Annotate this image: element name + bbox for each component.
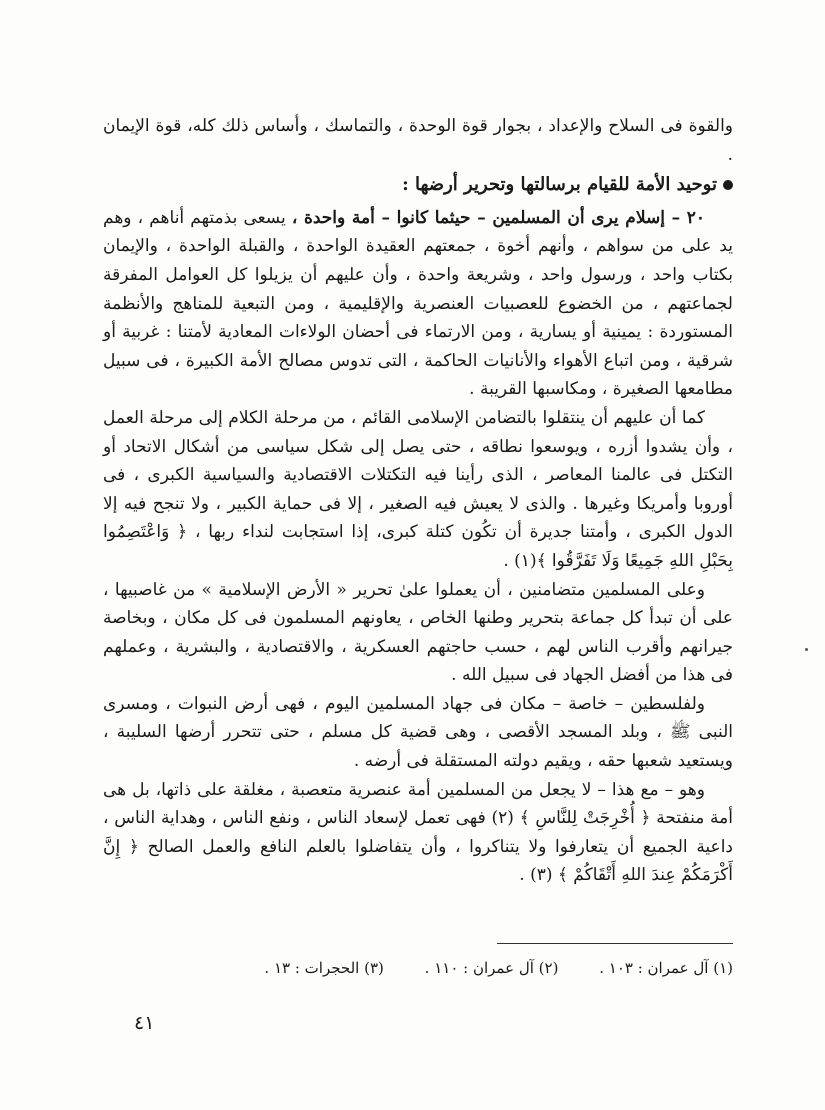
body-text (103, 112, 733, 890)
section-heading (103, 171, 733, 200)
paragraph-point-20 (103, 204, 733, 404)
footnote-1: (١) آل عمران : ١٠٣ . (599, 959, 733, 977)
paragraph-intro: والقوة فى السلاح والإعداد ، بجوار قوة الوحدة ، والتماسك ، وأساس ذلك كله، قوة الإيمان . (103, 116, 733, 165)
footnote-separator (497, 943, 733, 944)
point-20-rest: يسعى بذمتهم أناهم ، وهم يد على من سواهم ، وأنهم أخوة ، جمعتهم العقيدة الواحدة ، والقبلة الواحدة ، والإيمان بكتاب واحد ، ورسول واحد ، وشريعة واحدة ، وأن عليهم أن يزيلوا كل العوامل المفرقة لجماعتهم ، من الخضوع للعصبيات العنصرية والإقليمية ، ومن التبعية للمناهج والأنظمة المستوردة : يمينية أو يسارية ، ومن الارتماء فى أحضان الولاءات المعادية لأمتنا : غربية أو شرقية ، ومن اتباع الأهواء والأنانيات الحاكمة ، التى تدوس مصالح الأمة الكبيرة ، فى سبيل مطامعها الصغيرة ، ومكاسبها القريبة . (103, 207, 733, 400)
paragraph-liberation: وعلى المسلمين متضامنين ، أن يعملوا علىٰ تحرير « الأرض الإسلامية » من غاصبيها ، على أن تبدأ كل جماعة بتحرير وطنها الخاص ، يعاونهم المسلمون فى كل مكان ، وبخاصة جيرانهم وأقرب الناس لهم ، حسب حاجتهم العسكرية ، والاقتصادية ، والبشرية ، وعملهم فى هذا من أفضل الجهاد فى سبيل الله . (103, 579, 733, 686)
scan-speck (805, 648, 808, 651)
footnote-3: (٣) الحجرات : ١٣ . (264, 959, 384, 977)
page-number: ٤١ (134, 1012, 155, 1034)
footnotes (103, 956, 733, 980)
section-heading-text: توحيد الأمة للقيام برسالتها وتحرير أرضها : (402, 174, 717, 196)
point-20-lead: ٢٠ – إسلام يرى أن المسلمين – حيثما كانوا – أمة واحدة ، (291, 207, 705, 228)
paragraph-solidarity: كما أن عليهم أن ينتقلوا بالتضامن الإسلامى القائم ، من مرحلة الكلام إلى مرحلة العمل ، وأن يشدوا أزره ، ويوسعوا نطاقه ، حتى يصل إلى شكل سياسى من أشكال الاتحاد أو التكتل فى عالمنا المعاصر ، الذى رأينا فيه التكتلات الاقتصادية والسياسية الكبرى ، فى أوروبا وأمريكا وغيرها . والذى لا يعيش فيه الصغير ، إلا فى حماية الكبير ، ولا تنجح فيه إلا الدول الكبرى ، وأمتنا جديرة أن تكُون كتلة كبرى، إذا استجابت لنداء ربها ، ﴿ وَاعْتَصِمُوا بِحَبْلِ اللهِ جَمِيعًا وَلَا تَفَرَّقُوا ﴾(١) . (103, 407, 733, 571)
paragraph-openness: وهو – مع هذا – لا يجعل من المسلمين أمة عنصرية متعصبة ، مغلقة على ذاتها، بل هى أمة منفتحة ﴿ أُخْرِجَتْ لِلنَّاسِ ﴾ (٢) فهى تعمل لإسعاد الناس ، ونفع الناس ، وهداية الناس ، داعية الجميع أن يتعارفوا ولا يتناكروا ، وأن يتفاضلوا بالعلم النافع والعمل الصالح ﴿ إِنَّ أَكْرَمَكُمْ عِندَ اللهِ أَتْقَاكُمْ ﴾ (٣) . (103, 779, 734, 886)
paragraph-palestine: ولفلسطين – خاصة – مكان فى جهاد المسلمين اليوم ، فهى أرض النبوات ، ومسرى النبى ﷺ ، وبلد المسجد الأقصى ، وهى قضية كل مسلم ، حتى تتحرر أرضها السليبة ، ويستعيد شعبها حقه ، ويقيم دولته المستقلة فى أرضه . (103, 693, 733, 772)
bullet-icon (723, 180, 733, 190)
footnote-2: (٢) آل عمران : ١١٠ . (424, 959, 559, 977)
